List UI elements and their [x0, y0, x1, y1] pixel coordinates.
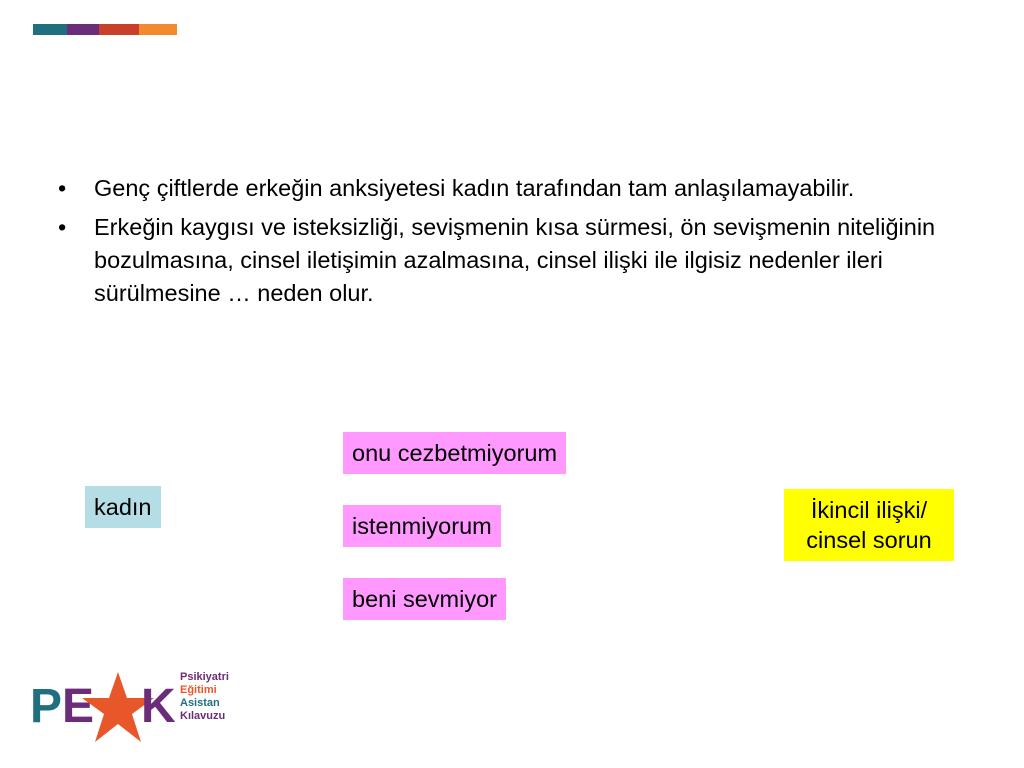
- thought-box-1: onu cezbetmiyorum: [343, 432, 566, 474]
- logo-text-4: Kılavuzu: [180, 710, 226, 722]
- color-bar-purple: [67, 24, 99, 35]
- thought-box-2: istenmiyorum: [343, 505, 501, 547]
- bullet-item: • Genç çiftlerde erkeğin anksiyetesi kadın tarafından tam anlaşılamayabilir.: [58, 172, 938, 205]
- logo-text-3: Asistan: [180, 697, 220, 709]
- color-bar-orange: [139, 24, 177, 35]
- woman-box: kadın: [85, 486, 161, 528]
- top-color-bar: [33, 24, 177, 35]
- logo-letter-p: P: [30, 680, 63, 733]
- color-bar-teal: [33, 24, 67, 35]
- logo-letter-e: E: [62, 680, 95, 733]
- logo-letter-k: K: [141, 680, 176, 733]
- bullet-item: • Erkeğin kaygısı ve isteksizliği, sevişmenin kısa sürmesi, ön sevişmenin niteliğinin bozulmasına, cinsel iletişimin azalmasına, cinsel ilişki ile ilgisiz nedenler ileri sürülmesine … neden olur.: [58, 211, 938, 310]
- bullet-list: [58, 172, 938, 316]
- peak-logo: [28, 660, 238, 755]
- thought-box-3: beni sevmiyor: [343, 578, 506, 620]
- result-box: İkincil ilişki/ cinsel sorun: [784, 489, 954, 561]
- color-bar-red: [99, 24, 139, 35]
- logo-text-1: Psikiyatri: [180, 671, 229, 683]
- logo-text-2: Eğitimi: [180, 684, 217, 696]
